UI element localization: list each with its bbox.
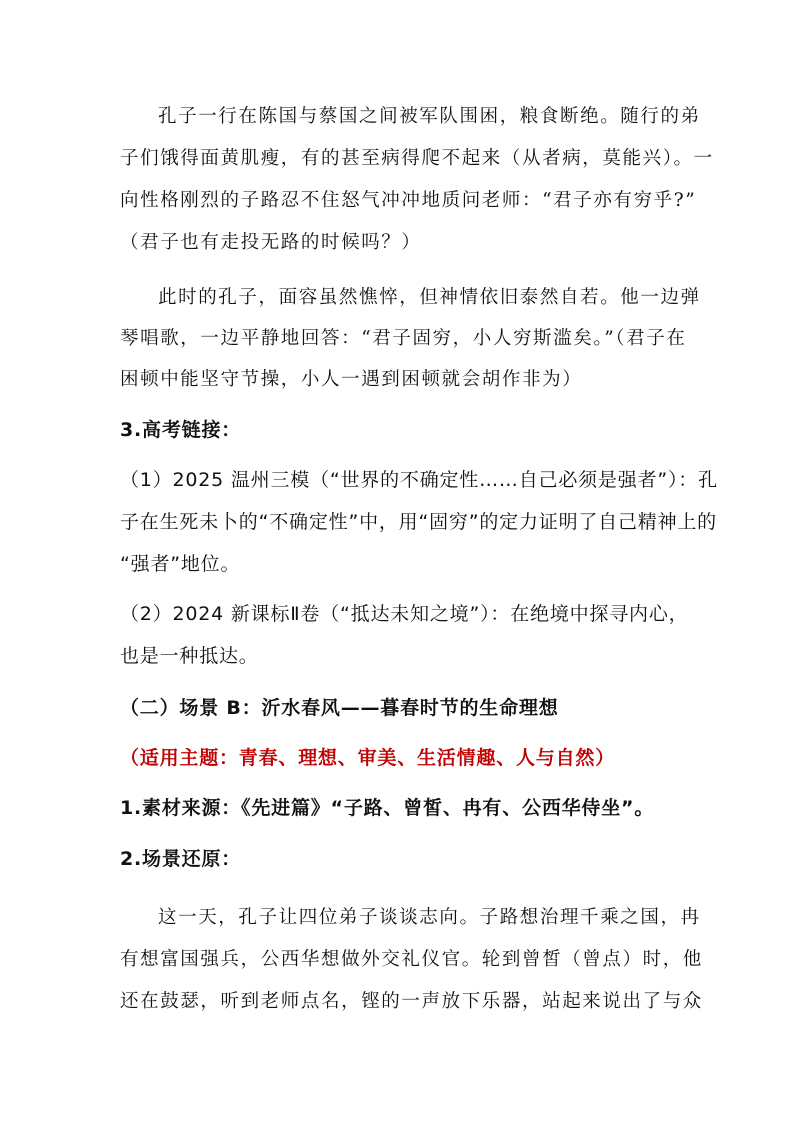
paragraph-2-line-2: 琴唱歌，一边平静地回答：“君子固穷，小人穷斯滥矣。”（君子在 [120,328,687,349]
link-1-line-1: （1）2025 温州三模（“世界的不确定性……自己必须是强者”）：孔 [120,469,718,491]
paragraph-1-line-2: 子们饿得面黄肌瘦，有的甚至病得爬不起来（从者病，莫能兴）。一 [120,148,714,169]
paragraph-3-line-2: 有想富国强兵，公西华想做外交礼仪官。轮到曾皙（曾点）时，他 [120,949,703,970]
link-2-line-2: 也是一种抵达。 [120,645,259,667]
heading-gaokao-link: 3.高考链接： [120,419,242,441]
material-source: 1.素材来源：《先进篇》“子路、曾皙、冉有、公西华侍坐”。 [120,797,655,819]
link-2-line-1: （2）2024 新课标Ⅱ卷（“抵达未知之境”）：在绝境中探寻内心， [120,603,689,625]
themes-note: （适用主题：青春、理想、审美、生活情趣、人与自然） [120,747,616,769]
link-1-line-3: “强者”地位。 [120,553,241,575]
paragraph-2-line-1: 此时的孔子，面容虽然憔悴，但神情依旧泰然自若。他一边弹 [158,287,701,308]
heading-scene-restore: 2.场景还原： [120,848,242,870]
paragraph-1-line-3: 向性格刚烈的子路忍不住怒气冲冲地质问老师：“君子亦有穷乎?” [120,190,697,211]
paragraph-1-line-1: 孔子一行在陈国与蔡国之间被军队围困，粮食断绝。随行的弟 [158,106,701,127]
link-1-line-2: 子在生死未卜的“不确定性”中，用“固穷”的定力证明了自己精神上的 [120,511,717,533]
paragraph-3-line-3: 还在鼓瑟，听到老师点名，铿的一声放下乐器，站起来说出了与众 [120,991,703,1012]
paragraph-1-line-4: （君子也有走投无路的时候吗？） [120,232,422,253]
paragraph-3-line-1: 这一天，孔子让四位弟子谈谈志向。子路想治理千乘之国，冉 [158,907,701,928]
paragraph-2-line-3: 困顿中能坚守节操，小人一遇到困顿就会胡作非为） [120,369,583,390]
heading-scene-b: （二）场景 B：沂水春风——暮春时节的生命理想 [120,697,559,719]
